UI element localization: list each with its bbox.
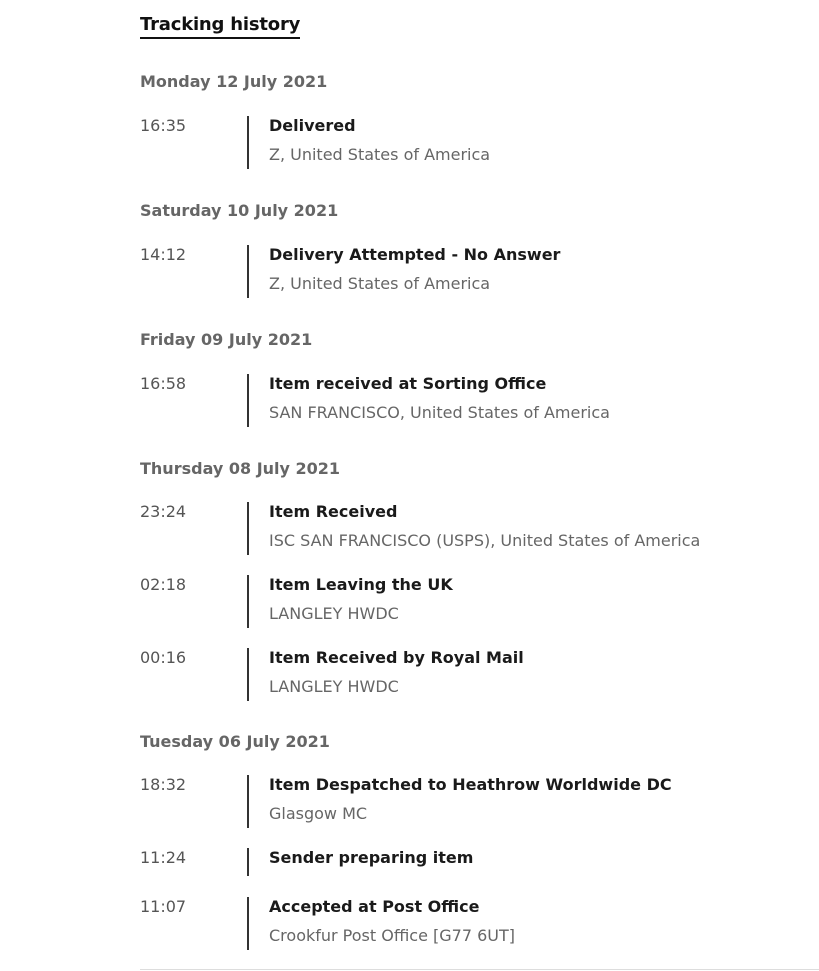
- event-location: Z, United States of America: [269, 274, 491, 293]
- event-location: LANGLEY HWDC: [269, 677, 399, 696]
- event-details: [249, 374, 610, 427]
- tracking-event: [140, 116, 800, 169]
- day-group: [140, 72, 800, 169]
- event-title: Item Despatched to Heathrow Worldwide DC: [269, 775, 672, 794]
- day-label: Saturday 10 July 2021: [140, 201, 339, 220]
- event-time: 02:18: [140, 575, 187, 594]
- event-details: [249, 502, 700, 555]
- event-title: Item Received by Royal Mail: [269, 648, 524, 667]
- tracking-event: [140, 897, 800, 950]
- event-time: 11:07: [140, 897, 187, 916]
- event-title: Delivery Attempted - No Answer: [269, 245, 561, 264]
- tracking-event: [140, 245, 800, 298]
- event-location: SAN FRANCISCO, United States of America: [269, 403, 610, 422]
- event-details: [249, 116, 490, 169]
- event-title: Item Received: [269, 502, 398, 521]
- event-details: [249, 575, 453, 628]
- tracking-event: [140, 575, 800, 628]
- event-title: Sender preparing item: [269, 848, 474, 867]
- day-label: Tuesday 06 July 2021: [140, 732, 330, 751]
- event-details: [249, 848, 473, 876]
- event-location: Z, United States of America: [269, 145, 491, 164]
- bottom-divider: [140, 969, 819, 970]
- event-location: Crookfur Post Office [G77 6UT]: [269, 926, 516, 945]
- event-location: Glasgow MC: [269, 804, 368, 823]
- event-details: [249, 775, 672, 828]
- tracking-event: [140, 775, 800, 828]
- day-group: [140, 732, 800, 950]
- event-time: 16:35: [140, 116, 187, 135]
- event-time: 11:24: [140, 848, 187, 867]
- event-title: Accepted at Post Office: [269, 897, 480, 916]
- event-location: LANGLEY HWDC: [269, 604, 399, 623]
- event-time: 16:58: [140, 374, 187, 393]
- event-details: [249, 897, 515, 950]
- event-details: [249, 245, 560, 298]
- tracking-event: [140, 374, 800, 427]
- day-group: [140, 459, 800, 701]
- event-location: ISC SAN FRANCISCO (USPS), United States of America: [269, 531, 701, 550]
- event-title: Item Leaving the UK: [269, 575, 453, 594]
- event-time: 18:32: [140, 775, 187, 794]
- tracking-history-heading: Tracking history: [140, 14, 300, 39]
- event-title: Delivered: [269, 116, 356, 135]
- day-label: Thursday 08 July 2021: [140, 459, 341, 478]
- day-group: [140, 330, 800, 427]
- event-time: 14:12: [140, 245, 187, 264]
- tracking-event: [140, 648, 800, 701]
- tracking-history: [140, 14, 800, 950]
- event-title: Item received at Sorting Office: [269, 374, 547, 393]
- event-time: 00:16: [140, 648, 187, 667]
- day-group: [140, 201, 800, 298]
- event-details: [249, 648, 524, 701]
- tracking-event: [140, 502, 800, 555]
- day-label: Monday 12 July 2021: [140, 72, 328, 91]
- tracking-event: [140, 848, 800, 876]
- event-time: 23:24: [140, 502, 187, 521]
- day-label: Friday 09 July 2021: [140, 330, 313, 349]
